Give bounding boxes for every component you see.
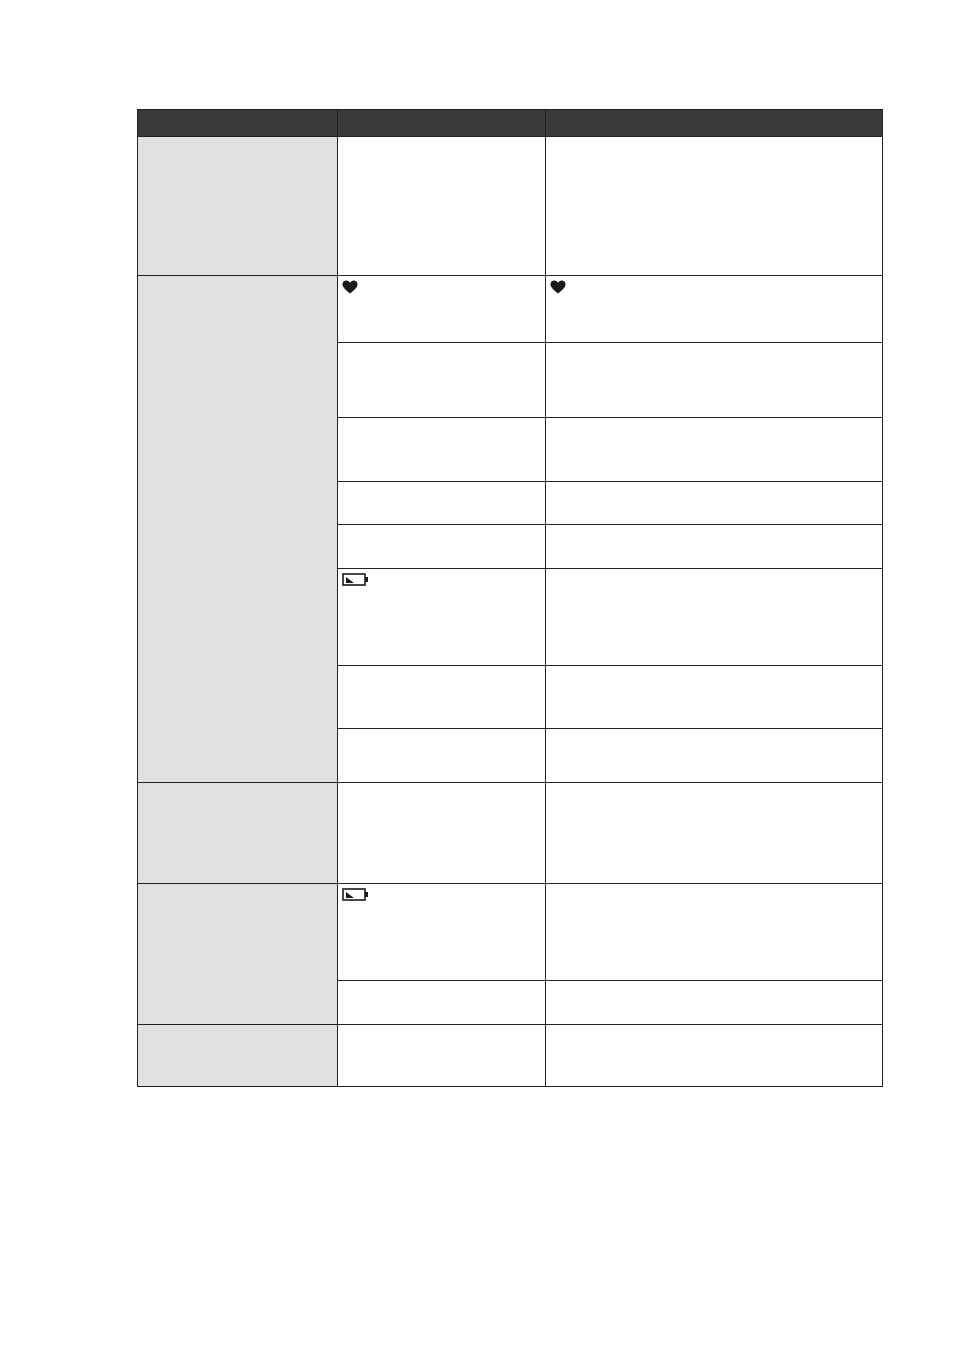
table-header-row <box>138 110 883 137</box>
check-item-cell <box>338 981 546 1025</box>
remedy-cell <box>546 981 883 1025</box>
trouble-cell <box>138 1025 338 1087</box>
check-item-cell <box>338 884 546 981</box>
trouble-cell <box>138 276 338 783</box>
heart-icon <box>550 280 566 294</box>
check-item-cell <box>338 137 546 276</box>
remedy-cell <box>546 418 883 482</box>
remedy-cell <box>546 1025 883 1087</box>
trouble-cell <box>138 884 338 1025</box>
heart-icon <box>342 280 358 294</box>
check-item-cell <box>338 482 546 525</box>
check-item-cell <box>338 569 546 666</box>
table-body <box>138 137 883 1087</box>
table-row <box>138 783 883 884</box>
check-item-cell <box>338 525 546 569</box>
remedy-cell <box>546 276 883 343</box>
remedy-cell <box>546 525 883 569</box>
header-remedy <box>546 110 883 137</box>
check-item-cell <box>338 343 546 418</box>
table-row <box>138 884 883 981</box>
table-row <box>138 1025 883 1087</box>
remedy-cell <box>546 729 883 783</box>
remedy-cell <box>546 884 883 981</box>
troubleshooting-table <box>137 109 883 1087</box>
remedy-cell <box>546 666 883 729</box>
remedy-cell <box>546 343 883 418</box>
check-item-cell <box>338 276 546 343</box>
check-item-cell <box>338 783 546 884</box>
check-item-cell <box>338 1025 546 1087</box>
remedy-cell <box>546 482 883 525</box>
check-item-cell <box>338 418 546 482</box>
remedy-cell <box>546 569 883 666</box>
header-check-items <box>338 110 546 137</box>
table-row <box>138 137 883 276</box>
remedy-cell <box>546 137 883 276</box>
trouble-cell <box>138 137 338 276</box>
battery-low-icon <box>342 572 369 585</box>
check-item-cell <box>338 666 546 729</box>
remedy-cell <box>546 783 883 884</box>
header-trouble <box>138 110 338 137</box>
trouble-cell <box>138 783 338 884</box>
check-item-cell <box>338 729 546 783</box>
table-row <box>138 276 883 343</box>
battery-low-icon <box>342 887 369 900</box>
